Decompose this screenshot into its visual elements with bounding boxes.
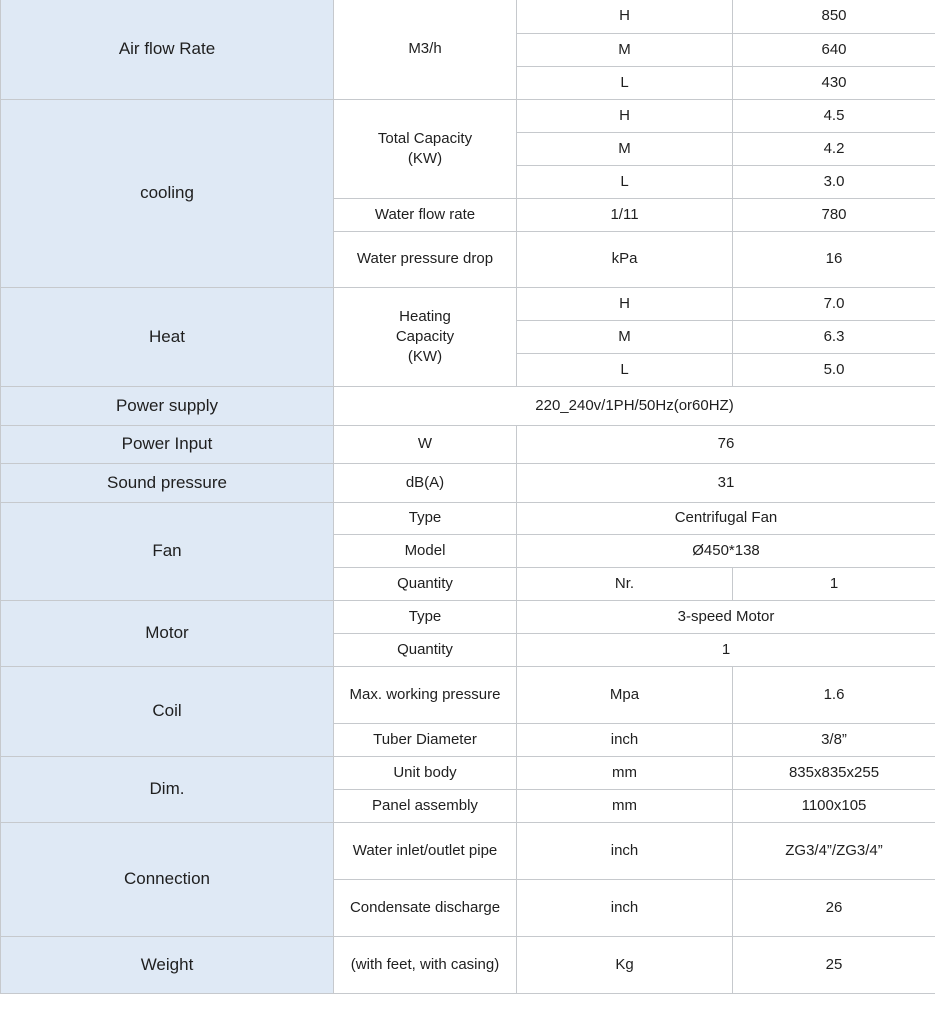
cooling-capacity-value: 3.0	[733, 165, 935, 198]
speed-level: H	[517, 0, 733, 33]
category-weight: Weight	[1, 936, 334, 993]
fan-type-label: Type	[334, 502, 517, 534]
category-fan: Fan	[1, 502, 334, 600]
heating-capacity-label-line: (KW)	[407, 347, 443, 365]
coil-pressure-label: Max. working pressure	[334, 666, 517, 723]
speed-level: L	[517, 66, 733, 99]
power-supply-row	[1, 386, 935, 425]
speed-level: L	[517, 353, 733, 386]
connection-water-pipe-row	[1, 822, 935, 879]
speed-level: M	[517, 132, 733, 165]
fan-model-value: Ø450*138	[517, 534, 935, 567]
water-flow-unit: 1/11	[517, 198, 733, 231]
coil-diameter-label: Tuber Diameter	[334, 723, 517, 756]
speed-level: M	[517, 33, 733, 66]
water-pressure-drop-label: Water pressure drop	[334, 231, 517, 287]
sound-pressure-value: 31	[517, 463, 935, 502]
coil-pressure-value: 1.6	[733, 666, 935, 723]
heating-capacity-label	[334, 287, 517, 386]
unit-body-label: Unit body	[334, 756, 517, 789]
heating-capacity-value: 6.3	[733, 320, 935, 353]
sound-pressure-row	[1, 463, 935, 502]
water-pipe-unit: inch	[517, 822, 733, 879]
water-flow-label: Water flow rate	[334, 198, 517, 231]
heating-capacity-label-line: Heating	[399, 307, 451, 325]
panel-assembly-value: 1100x105	[733, 789, 935, 822]
condensate-value: 26	[733, 879, 935, 936]
fan-model-label: Model	[334, 534, 517, 567]
cooling-capacity-value: 4.5	[733, 99, 935, 132]
air-flow-value: 640	[733, 33, 935, 66]
air-flow-row-h	[1, 0, 935, 33]
speed-level: L	[517, 165, 733, 198]
heating-capacity-label-line: Capacity	[395, 327, 455, 345]
weight-condition: (with feet, with casing)	[334, 936, 517, 993]
motor-type-label: Type	[334, 600, 517, 633]
total-capacity-label	[334, 99, 517, 198]
cooling-row-h	[1, 99, 935, 132]
category-dim: Dim.	[1, 756, 334, 822]
sound-pressure-unit: dB(A)	[334, 463, 517, 502]
water-pipe-label: Water inlet/outlet pipe	[334, 822, 517, 879]
water-pipe-value: ZG3/4”/ZG3/4”	[733, 822, 935, 879]
dim-unit-body-row	[1, 756, 935, 789]
heating-capacity-value: 5.0	[733, 353, 935, 386]
category-power-input: Power Input	[1, 425, 334, 463]
total-capacity-label-line: (KW)	[407, 149, 443, 167]
category-power-supply: Power supply	[1, 386, 334, 425]
water-pressure-drop-unit: kPa	[517, 231, 733, 287]
panel-assembly-label: Panel assembly	[334, 789, 517, 822]
fan-quantity-unit: Nr.	[517, 567, 733, 600]
condensate-unit: inch	[517, 879, 733, 936]
motor-type-value: 3-speed Motor	[517, 600, 935, 633]
unit-body-unit: mm	[517, 756, 733, 789]
weight-unit: Kg	[517, 936, 733, 993]
category-sound-pressure: Sound pressure	[1, 463, 334, 502]
category-cooling: cooling	[1, 99, 334, 287]
weight-row	[1, 936, 935, 993]
fan-quantity-value: 1	[733, 567, 935, 600]
air-flow-unit: M3/h	[334, 0, 517, 99]
fan-quantity-label: Quantity	[334, 567, 517, 600]
cooling-capacity-value: 4.2	[733, 132, 935, 165]
power-input-unit: W	[334, 425, 517, 463]
total-capacity-label-line: Total Capacity	[377, 129, 473, 147]
speed-level: H	[517, 287, 733, 320]
air-flow-value: 850	[733, 0, 935, 33]
fan-type-row	[1, 502, 935, 534]
motor-type-row	[1, 600, 935, 633]
unit-body-value: 835x835x255	[733, 756, 935, 789]
category-coil: Coil	[1, 666, 334, 756]
power-input-value: 76	[517, 425, 935, 463]
power-supply-value: 220_240v/1PH/50Hz(or60HZ)	[334, 386, 935, 425]
motor-quantity-value: 1	[517, 633, 935, 666]
category-air-flow-rate: Air flow Rate	[1, 0, 334, 99]
category-motor: Motor	[1, 600, 334, 666]
fan-type-value: Centrifugal Fan	[517, 502, 935, 534]
water-flow-value: 780	[733, 198, 935, 231]
heating-capacity-value: 7.0	[733, 287, 935, 320]
air-flow-value: 430	[733, 66, 935, 99]
condensate-label: Condensate discharge	[334, 879, 517, 936]
category-connection: Connection	[1, 822, 334, 936]
power-input-row	[1, 425, 935, 463]
category-heat: Heat	[1, 287, 334, 386]
speed-level: M	[517, 320, 733, 353]
heat-row-h	[1, 287, 935, 320]
motor-quantity-label: Quantity	[334, 633, 517, 666]
coil-diameter-value: 3/8”	[733, 723, 935, 756]
coil-diameter-unit: inch	[517, 723, 733, 756]
coil-pressure-unit: Mpa	[517, 666, 733, 723]
speed-level: H	[517, 99, 733, 132]
panel-assembly-unit: mm	[517, 789, 733, 822]
water-pressure-drop-value: 16	[733, 231, 935, 287]
coil-pressure-row	[1, 666, 935, 723]
weight-value: 25	[733, 936, 935, 993]
